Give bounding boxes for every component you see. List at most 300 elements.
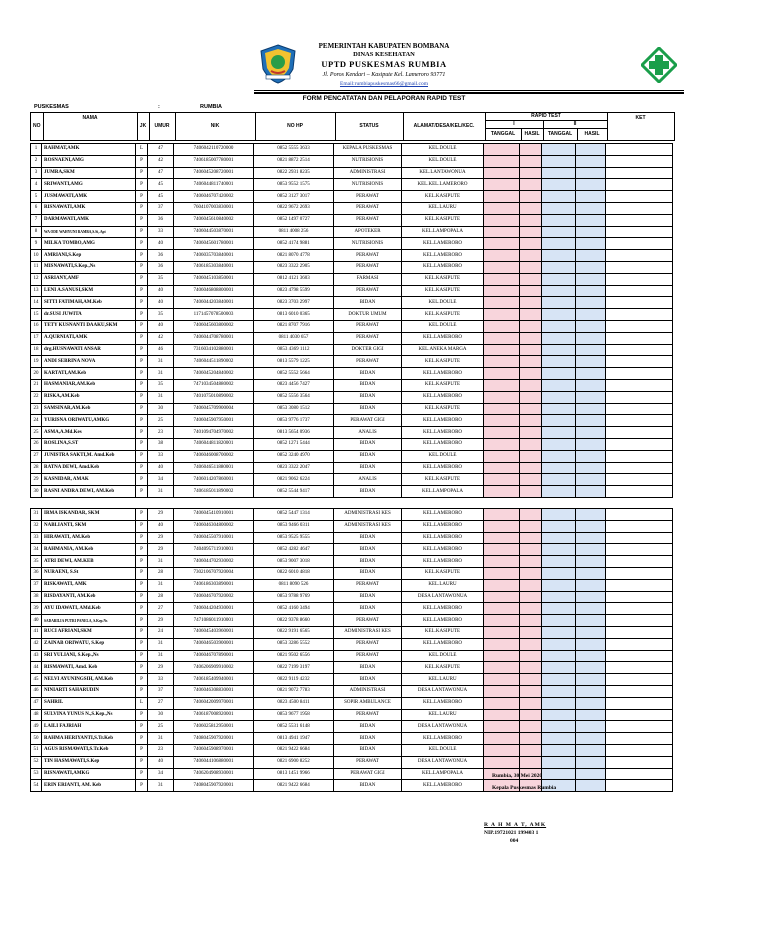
- row-ket[interactable]: [606, 626, 673, 638]
- row-tanggal-2[interactable]: [542, 462, 576, 474]
- row-alamat: KEL.KASIPUTE: [402, 356, 484, 368]
- row-tanggal-2[interactable]: [542, 509, 576, 521]
- row-nik: 7471034504880002: [174, 379, 254, 391]
- row-hasil-1[interactable]: [520, 662, 542, 674]
- row-ket[interactable]: [606, 662, 673, 674]
- row-hasil-2[interactable]: [576, 179, 606, 191]
- row-tanggal-1[interactable]: [484, 697, 520, 709]
- row-ket[interactable]: [606, 167, 673, 179]
- row-status: APOTEKER: [334, 226, 402, 238]
- row-tanggal-1[interactable]: [484, 591, 520, 603]
- row-hasil-2[interactable]: [576, 638, 606, 650]
- row-hasil-1[interactable]: [520, 155, 542, 167]
- row-hasil-2[interactable]: [576, 344, 606, 356]
- row-hasil-1[interactable]: [520, 427, 542, 439]
- row-hasil-1[interactable]: [520, 379, 542, 391]
- row-tanggal-2[interactable]: [542, 438, 576, 450]
- row-ket[interactable]: [606, 438, 673, 450]
- row-tanggal-1[interactable]: [484, 638, 520, 650]
- row-tanggal-2[interactable]: [542, 226, 576, 238]
- row-tanggal-1[interactable]: [484, 556, 520, 568]
- row-ket[interactable]: [606, 474, 673, 486]
- row-no: 53: [31, 768, 42, 780]
- row-tanggal-2[interactable]: [542, 744, 576, 756]
- row-hasil-2[interactable]: [576, 214, 606, 226]
- row-ket[interactable]: [606, 674, 673, 686]
- row-hasil-2[interactable]: [576, 391, 606, 403]
- row-tanggal-1[interactable]: [484, 626, 520, 638]
- row-tanggal-2[interactable]: [542, 697, 576, 709]
- row-hasil-1[interactable]: [520, 167, 542, 179]
- row-ket[interactable]: [606, 320, 673, 332]
- row-hasil-1[interactable]: [520, 450, 542, 462]
- row-nama: RATNA DEWI, Amd.Keb: [42, 462, 136, 474]
- row-nama: RAHMA HERIYANTI,S.Tr.Keb: [42, 733, 136, 745]
- row-alamat: KEL.DOULE: [402, 450, 484, 462]
- row-tanggal-1[interactable]: [484, 273, 520, 285]
- row-hasil-1[interactable]: [520, 297, 542, 309]
- row-tanggal-2[interactable]: [542, 155, 576, 167]
- row-tanggal-2[interactable]: [542, 238, 576, 250]
- row-hasil-1[interactable]: [520, 202, 542, 214]
- row-tanggal-2[interactable]: [542, 332, 576, 344]
- row-jk: P: [136, 297, 148, 309]
- row-tanggal-1[interactable]: [484, 226, 520, 238]
- row-hasil-1[interactable]: [520, 320, 542, 332]
- row-ket[interactable]: [606, 144, 673, 156]
- row-ket[interactable]: [606, 403, 673, 415]
- row-no: 44: [31, 662, 42, 674]
- row-hasil-1[interactable]: [520, 285, 542, 297]
- row-hasil-2[interactable]: [576, 532, 606, 544]
- row-tanggal-2[interactable]: [542, 202, 576, 214]
- row-tanggal-1[interactable]: [484, 285, 520, 297]
- row-ket[interactable]: [606, 567, 673, 579]
- row-ket[interactable]: [606, 297, 673, 309]
- row-hasil-2[interactable]: [576, 155, 606, 167]
- row-hasil-1[interactable]: [520, 486, 542, 498]
- row-umur: 29: [148, 509, 174, 521]
- row-tanggal-2[interactable]: [542, 662, 576, 674]
- row-hasil-2[interactable]: [576, 685, 606, 697]
- row-hasil-2[interactable]: [576, 544, 606, 556]
- row-hasil-2[interactable]: [576, 368, 606, 380]
- row-tanggal-1[interactable]: [484, 344, 520, 356]
- row-tanggal-1[interactable]: [484, 650, 520, 662]
- row-hasil-2[interactable]: [576, 674, 606, 686]
- row-tanggal-1[interactable]: [484, 438, 520, 450]
- row-nik: 7406186303890001: [174, 579, 254, 591]
- row-no: 15: [31, 309, 42, 321]
- row-ket[interactable]: [606, 450, 673, 462]
- row-hasil-2[interactable]: [576, 662, 606, 674]
- row-tanggal-2[interactable]: [542, 344, 576, 356]
- row-hasil-2[interactable]: [576, 697, 606, 709]
- row-tanggal-2[interactable]: [542, 733, 576, 745]
- row-tanggal-2[interactable]: [542, 214, 576, 226]
- row-ket[interactable]: [606, 179, 673, 191]
- row-hasil-1[interactable]: [520, 721, 542, 733]
- row-tanggal-1[interactable]: [484, 721, 520, 733]
- row-tanggal-1[interactable]: [484, 544, 520, 556]
- row-hasil-1[interactable]: [520, 214, 542, 226]
- row-hasil-2[interactable]: [576, 756, 606, 768]
- row-tanggal-2[interactable]: [542, 450, 576, 462]
- row-hasil-2[interactable]: [576, 768, 606, 780]
- row-hasil-1[interactable]: [520, 697, 542, 709]
- row-tanggal-1[interactable]: [484, 202, 520, 214]
- row-nik: 7471086011910001: [174, 615, 254, 627]
- row-nik: 7406185007780001: [174, 155, 254, 167]
- row-hasil-2[interactable]: [576, 733, 606, 745]
- row-hasil-2[interactable]: [576, 579, 606, 591]
- row-tanggal-2[interactable]: [542, 379, 576, 391]
- row-tanggal-2[interactable]: [542, 250, 576, 262]
- row-tanggal-1[interactable]: [484, 261, 520, 273]
- row-tanggal-1[interactable]: [484, 167, 520, 179]
- row-ket[interactable]: [606, 591, 673, 603]
- row-hasil-2[interactable]: [576, 309, 606, 321]
- row-ket[interactable]: [606, 391, 673, 403]
- row-ket[interactable]: [606, 427, 673, 439]
- row-nama: JUNISTRA SAKTI,M. Amd.Keb: [42, 450, 136, 462]
- row-tanggal-2[interactable]: [542, 273, 576, 285]
- row-hasil-2[interactable]: [576, 438, 606, 450]
- row-ket[interactable]: [606, 520, 673, 532]
- row-hasil-2[interactable]: [576, 462, 606, 474]
- col-tanggal-1: TANGGAL: [485, 129, 521, 141]
- staff-table-part1: [30, 143, 673, 498]
- row-ket[interactable]: [606, 756, 673, 768]
- row-tanggal-1[interactable]: [484, 309, 520, 321]
- row-tanggal-1[interactable]: [484, 709, 520, 721]
- row-hasil-2[interactable]: [576, 744, 606, 756]
- row-hasil-2[interactable]: [576, 144, 606, 156]
- row-tanggal-2[interactable]: [542, 556, 576, 568]
- row-nik: 7406045603800002: [174, 320, 254, 332]
- row-tanggal-1[interactable]: [484, 532, 520, 544]
- row-ket[interactable]: [606, 544, 673, 556]
- row-hasil-1[interactable]: [520, 273, 542, 285]
- row-alamat: KEL.KEL.LAMERORO: [402, 179, 484, 191]
- row-tanggal-1[interactable]: [484, 603, 520, 615]
- row-tanggal-1[interactable]: [484, 462, 520, 474]
- row-hasil-1[interactable]: [520, 544, 542, 556]
- row-ket[interactable]: [606, 603, 673, 615]
- row-hasil-2[interactable]: [576, 261, 606, 273]
- row-hasil-1[interactable]: [520, 756, 542, 768]
- row-hasil-2[interactable]: [576, 591, 606, 603]
- row-hasil-2[interactable]: [576, 486, 606, 498]
- row-ket[interactable]: [606, 379, 673, 391]
- row-hasil-1[interactable]: [520, 462, 542, 474]
- row-ket[interactable]: [606, 733, 673, 745]
- row-hasil-2[interactable]: [576, 556, 606, 568]
- row-ket[interactable]: [606, 556, 673, 568]
- row-hasil-1[interactable]: [520, 744, 542, 756]
- row-tanggal-2[interactable]: [542, 615, 576, 627]
- row-ket[interactable]: [606, 415, 673, 427]
- row-hasil-2[interactable]: [576, 273, 606, 285]
- row-nohp: 0821 8070 4778: [254, 250, 334, 262]
- row-ket[interactable]: [606, 650, 673, 662]
- row-hasil-1[interactable]: [520, 226, 542, 238]
- row-tanggal-2[interactable]: [542, 297, 576, 309]
- row-ket[interactable]: [606, 744, 673, 756]
- row-tanggal-1[interactable]: [484, 403, 520, 415]
- row-tanggal-1[interactable]: [484, 474, 520, 486]
- row-ket[interactable]: [606, 332, 673, 344]
- row-tanggal-1[interactable]: [484, 756, 520, 768]
- row-tanggal-2[interactable]: [542, 415, 576, 427]
- row-ket[interactable]: [606, 226, 673, 238]
- row-tanggal-1[interactable]: [484, 662, 520, 674]
- row-tanggal-1[interactable]: [484, 415, 520, 427]
- row-hasil-1[interactable]: [520, 685, 542, 697]
- row-hasil-1[interactable]: [520, 368, 542, 380]
- row-hasil-1[interactable]: [520, 615, 542, 627]
- row-ket[interactable]: [606, 285, 673, 297]
- row-hasil-1[interactable]: [520, 344, 542, 356]
- row-hasil-2[interactable]: [576, 379, 606, 391]
- row-ket[interactable]: [606, 532, 673, 544]
- row-hasil-1[interactable]: [520, 391, 542, 403]
- row-tanggal-2[interactable]: [542, 261, 576, 273]
- row-tanggal-2[interactable]: [542, 191, 576, 203]
- row-tanggal-1[interactable]: [484, 486, 520, 498]
- row-alamat: KEL.LANTAWONUA: [402, 167, 484, 179]
- row-tanggal-2[interactable]: [542, 474, 576, 486]
- row-ket[interactable]: [606, 261, 673, 273]
- row-hasil-1[interactable]: [520, 238, 542, 250]
- row-tanggal-1[interactable]: [484, 155, 520, 167]
- row-tanggal-1[interactable]: [484, 144, 520, 156]
- row-tanggal-2[interactable]: [542, 368, 576, 380]
- row-hasil-1[interactable]: [520, 709, 542, 721]
- row-tanggal-2[interactable]: [542, 591, 576, 603]
- row-ket[interactable]: [606, 356, 673, 368]
- row-no: 7: [31, 214, 42, 226]
- row-hasil-2[interactable]: [576, 415, 606, 427]
- row-hasil-1[interactable]: [520, 250, 542, 262]
- row-nohp: 0853 9525 9555: [254, 532, 334, 544]
- row-hasil-1[interactable]: [520, 733, 542, 745]
- row-hasil-2[interactable]: [576, 450, 606, 462]
- row-hasil-1[interactable]: [520, 261, 542, 273]
- row-tanggal-2[interactable]: [542, 356, 576, 368]
- row-hasil-2[interactable]: [576, 167, 606, 179]
- row-hasil-2[interactable]: [576, 650, 606, 662]
- row-tanggal-1[interactable]: [484, 391, 520, 403]
- row-hasil-2[interactable]: [576, 191, 606, 203]
- row-hasil-1[interactable]: [520, 674, 542, 686]
- row-tanggal-2[interactable]: [542, 650, 576, 662]
- row-hasil-2[interactable]: [576, 520, 606, 532]
- row-ket[interactable]: [606, 509, 673, 521]
- row-tanggal-1[interactable]: [484, 685, 520, 697]
- row-ket[interactable]: [606, 462, 673, 474]
- row-tanggal-2[interactable]: [542, 285, 576, 297]
- row-hasil-2[interactable]: [576, 780, 606, 792]
- row-tanggal-2[interactable]: [542, 756, 576, 768]
- row-tanggal-2[interactable]: [542, 486, 576, 498]
- row-tanggal-2[interactable]: [542, 721, 576, 733]
- row-tanggal-1[interactable]: [484, 567, 520, 579]
- row-tanggal-1[interactable]: [484, 509, 520, 521]
- row-ket[interactable]: [606, 309, 673, 321]
- row-hasil-2[interactable]: [576, 721, 606, 733]
- row-tanggal-2[interactable]: [542, 544, 576, 556]
- row-tanggal-1[interactable]: [484, 615, 520, 627]
- row-hasil-1[interactable]: [520, 509, 542, 521]
- row-tanggal-1[interactable]: [484, 379, 520, 391]
- row-no: 14: [31, 297, 42, 309]
- row-tanggal-2[interactable]: [542, 626, 576, 638]
- row-ket[interactable]: [606, 768, 673, 780]
- row-hasil-2[interactable]: [576, 226, 606, 238]
- row-hasil-2[interactable]: [576, 285, 606, 297]
- row-tanggal-1[interactable]: [484, 579, 520, 591]
- row-ket[interactable]: [606, 579, 673, 591]
- row-ket[interactable]: [606, 202, 673, 214]
- row-no: 38: [31, 591, 42, 603]
- row-tanggal-1[interactable]: [484, 450, 520, 462]
- row-tanggal-1[interactable]: [484, 250, 520, 262]
- row-hasil-2[interactable]: [576, 603, 606, 615]
- row-tanggal-1[interactable]: [484, 179, 520, 191]
- row-hasil-2[interactable]: [576, 202, 606, 214]
- row-tanggal-2[interactable]: [542, 638, 576, 650]
- row-ket[interactable]: [606, 344, 673, 356]
- col-hasil-1: HASIL: [521, 129, 543, 141]
- row-tanggal-2[interactable]: [542, 567, 576, 579]
- row-hasil-2[interactable]: [576, 474, 606, 486]
- row-hasil-1[interactable]: [520, 638, 542, 650]
- row-hasil-1[interactable]: [520, 356, 542, 368]
- row-hasil-2[interactable]: [576, 320, 606, 332]
- row-tanggal-1[interactable]: [484, 520, 520, 532]
- row-hasil-2[interactable]: [576, 709, 606, 721]
- row-hasil-1[interactable]: [520, 567, 542, 579]
- row-hasil-1[interactable]: [520, 474, 542, 486]
- row-ket[interactable]: [606, 486, 673, 498]
- row-tanggal-1[interactable]: [484, 356, 520, 368]
- row-tanggal-1[interactable]: [484, 320, 520, 332]
- row-hasil-1[interactable]: [520, 144, 542, 156]
- row-hasil-2[interactable]: [576, 403, 606, 415]
- table-row: [31, 214, 673, 226]
- col-ket: KET: [607, 113, 674, 141]
- row-ket[interactable]: [606, 368, 673, 380]
- row-tanggal-1[interactable]: [484, 238, 520, 250]
- row-hasil-1[interactable]: [520, 438, 542, 450]
- row-hasil-1[interactable]: [520, 603, 542, 615]
- row-hasil-2[interactable]: [576, 567, 606, 579]
- row-hasil-1[interactable]: [520, 520, 542, 532]
- row-tanggal-1[interactable]: [484, 427, 520, 439]
- row-hasil-2[interactable]: [576, 250, 606, 262]
- row-tanggal-2[interactable]: [542, 427, 576, 439]
- row-tanggal-2[interactable]: [542, 309, 576, 321]
- row-hasil-1[interactable]: [520, 650, 542, 662]
- row-hasil-1[interactable]: [520, 191, 542, 203]
- row-tanggal-1[interactable]: [484, 733, 520, 745]
- row-hasil-1[interactable]: [520, 532, 542, 544]
- row-ket[interactable]: [606, 638, 673, 650]
- row-hasil-1[interactable]: [520, 332, 542, 344]
- row-ket[interactable]: [606, 685, 673, 697]
- row-hasil-1[interactable]: [520, 309, 542, 321]
- row-tanggal-2[interactable]: [542, 320, 576, 332]
- row-hasil-1[interactable]: [520, 556, 542, 568]
- row-tanggal-1[interactable]: [484, 744, 520, 756]
- row-tanggal-1[interactable]: [484, 332, 520, 344]
- row-hasil-1[interactable]: [520, 179, 542, 191]
- row-hasil-1[interactable]: [520, 403, 542, 415]
- row-tanggal-2[interactable]: [542, 179, 576, 191]
- row-no: 51: [31, 744, 42, 756]
- row-tanggal-2[interactable]: [542, 768, 576, 780]
- row-ket[interactable]: [606, 155, 673, 167]
- row-tanggal-1[interactable]: [484, 191, 520, 203]
- row-ket[interactable]: [606, 250, 673, 262]
- row-hasil-1[interactable]: [520, 626, 542, 638]
- row-tanggal-1[interactable]: [484, 297, 520, 309]
- row-alamat: KEL.ANEKA MARGA: [402, 344, 484, 356]
- row-nama: TIN HASMAWATI,S.Kep: [42, 756, 136, 768]
- row-tanggal-2[interactable]: [542, 709, 576, 721]
- row-hasil-2[interactable]: [576, 626, 606, 638]
- row-hasil-2[interactable]: [576, 509, 606, 521]
- row-tanggal-2[interactable]: [542, 144, 576, 156]
- row-ket[interactable]: [606, 780, 673, 792]
- row-hasil-1[interactable]: [520, 591, 542, 603]
- row-tanggal-2[interactable]: [542, 603, 576, 615]
- row-hasil-2[interactable]: [576, 427, 606, 439]
- row-hasil-2[interactable]: [576, 332, 606, 344]
- row-tanggal-2[interactable]: [542, 685, 576, 697]
- row-ket[interactable]: [606, 214, 673, 226]
- row-ket[interactable]: [606, 615, 673, 627]
- row-hasil-1[interactable]: [520, 415, 542, 427]
- row-ket[interactable]: [606, 238, 673, 250]
- row-hasil-2[interactable]: [576, 615, 606, 627]
- row-tanggal-1[interactable]: [484, 214, 520, 226]
- row-hasil-1[interactable]: [520, 579, 542, 591]
- row-hasil-2[interactable]: [576, 297, 606, 309]
- row-ket[interactable]: [606, 697, 673, 709]
- row-ket[interactable]: [606, 709, 673, 721]
- row-jk: P: [136, 744, 148, 756]
- row-ket[interactable]: [606, 721, 673, 733]
- row-umur: 29: [148, 532, 174, 544]
- row-ket[interactable]: [606, 273, 673, 285]
- row-tanggal-2[interactable]: [542, 674, 576, 686]
- row-tanggal-2[interactable]: [542, 579, 576, 591]
- row-status: BIDAN: [334, 297, 402, 309]
- row-hasil-2[interactable]: [576, 356, 606, 368]
- row-ket[interactable]: [606, 191, 673, 203]
- row-tanggal-2[interactable]: [542, 532, 576, 544]
- row-umur: 25: [148, 415, 174, 427]
- row-tanggal-1[interactable]: [484, 674, 520, 686]
- row-tanggal-1[interactable]: [484, 368, 520, 380]
- row-hasil-2[interactable]: [576, 238, 606, 250]
- row-tanggal-2[interactable]: [542, 391, 576, 403]
- row-tanggal-2[interactable]: [542, 167, 576, 179]
- row-tanggal-2[interactable]: [542, 403, 576, 415]
- row-tanggal-2[interactable]: [542, 520, 576, 532]
